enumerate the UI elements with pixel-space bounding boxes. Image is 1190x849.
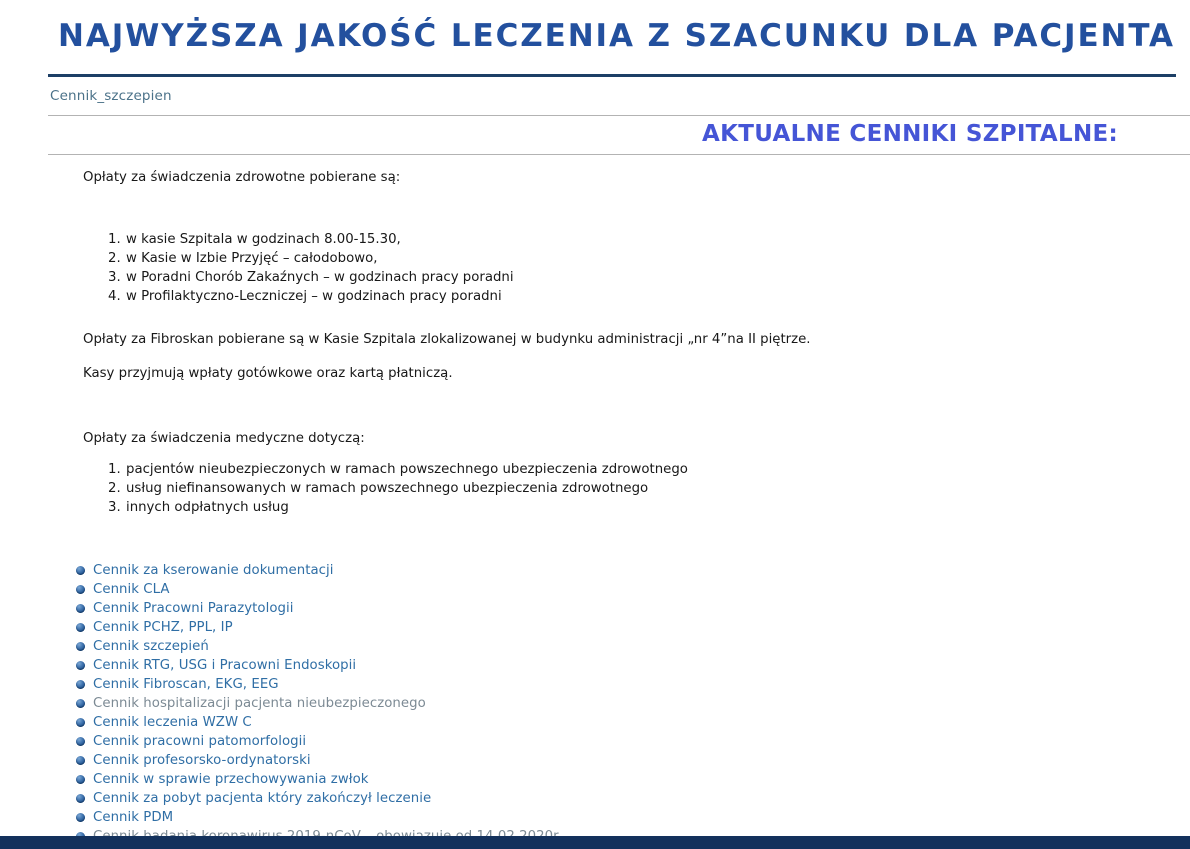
list-item: w Poradni Chorób Zakaźnych – w godzinach pracy poradni: [126, 270, 514, 286]
price-list-link[interactable]: Cennik w sprawie przechowywania zwłok: [93, 772, 369, 788]
price-list-link[interactable]: Cennik PDM: [93, 810, 174, 826]
blue-sphere-bullet-icon: [76, 642, 85, 651]
price-list-link[interactable]: Cennik za kserowanie dokumentacji: [93, 563, 334, 579]
medical-points-list: [0, 460, 1190, 517]
price-list-link[interactable]: Cennik za pobyt pacjenta który zakończył leczenie: [93, 791, 432, 807]
list-item[interactable]: [0, 580, 1190, 599]
fibroskan-paragraph: Opłaty za Fibroskan pobierane są w Kasie Szpitala zlokalizowanej w budynku administracji „nr 4”na II piętrze.: [83, 332, 811, 348]
price-list-link[interactable]: Cennik profesorsko-ordynatorski: [93, 753, 311, 769]
cash-desk-paragraph: Kasy przyjmują wpłaty gotówkowe oraz kartą płatniczą.: [83, 365, 453, 381]
payment-points-list: [0, 230, 1190, 306]
list-item[interactable]: [0, 713, 1190, 732]
list-item[interactable]: [0, 789, 1190, 808]
list-item[interactable]: [0, 770, 1190, 789]
blue-sphere-bullet-icon: [76, 699, 85, 708]
breadcrumb[interactable]: Cennik_szczepien: [50, 88, 172, 104]
list-item[interactable]: [0, 675, 1190, 694]
footer-bar: [0, 836, 1190, 849]
section-heading: AKTUALNE CENNIKI SZPITALNE:: [701, 121, 1118, 147]
price-list-link[interactable]: Cennik Pracowni Parazytologii: [93, 601, 294, 617]
blue-sphere-bullet-icon: [76, 794, 85, 803]
price-list-link[interactable]: Cennik CLA: [93, 582, 170, 598]
page-title: NAJWYŻSZA JAKOŚĆ LECZENIA Z SZACUNKU DLA PACJENTA: [58, 17, 1175, 54]
price-list-link[interactable]: Cennik hospitalizacji pacjenta nieubezpieczonego: [93, 696, 426, 712]
blue-sphere-bullet-icon: [76, 604, 85, 613]
blue-sphere-bullet-icon: [76, 718, 85, 727]
list-item[interactable]: [0, 599, 1190, 618]
list-item[interactable]: [0, 694, 1190, 713]
main-content: [0, 162, 1190, 846]
list-item[interactable]: [0, 561, 1190, 580]
list-item: pacjentów nieubezpieczonych w ramach powszechnego ubezpieczenia zdrowotnego: [126, 462, 688, 478]
blue-sphere-bullet-icon: [76, 756, 85, 765]
blue-sphere-bullet-icon: [76, 813, 85, 822]
blue-sphere-bullet-icon: [76, 623, 85, 632]
blue-sphere-bullet-icon: [76, 661, 85, 670]
list-item: innych odpłatnych usług: [126, 500, 289, 516]
price-list-link[interactable]: Cennik RTG, USG i Pracowni Endoskopii: [93, 658, 357, 674]
list-item: w kasie Szpitala w godzinach 8.00-15.30,: [126, 232, 401, 248]
list-item[interactable]: [0, 808, 1190, 827]
blue-sphere-bullet-icon: [76, 737, 85, 746]
price-list-link[interactable]: Cennik leczenia WZW C: [93, 715, 252, 731]
page-banner: [0, 0, 1190, 72]
price-list-link[interactable]: Cennik szczepień: [93, 639, 209, 655]
list-item: w Profilaktyczno-Leczniczej – w godzinach pracy poradni: [126, 289, 502, 305]
price-list-link[interactable]: Cennik PCHZ, PPL, IP: [93, 620, 233, 636]
blue-sphere-bullet-icon: [76, 680, 85, 689]
blue-sphere-bullet-icon: [76, 585, 85, 594]
intro-paragraph: Opłaty za świadczenia zdrowotne pobierane są:: [83, 170, 401, 185]
medical-services-intro: Opłaty za świadczenia medyczne dotyczą:: [83, 430, 365, 446]
price-list-link[interactable]: Cennik Fibroscan, EKG, EEG: [93, 677, 279, 693]
list-item[interactable]: [0, 618, 1190, 637]
list-item[interactable]: [0, 732, 1190, 751]
list-item[interactable]: [0, 656, 1190, 675]
blue-sphere-bullet-icon: [76, 775, 85, 784]
banner-divider: [48, 74, 1176, 77]
list-item[interactable]: [0, 637, 1190, 656]
price-list-link[interactable]: Cennik pracowni patomorfologii: [93, 734, 307, 750]
list-item: w Kasie w Izbie Przyjęć – całodobowo,: [126, 251, 378, 267]
list-item: usług niefinansowanych w ramach powszechnego ubezpieczenia zdrowotnego: [126, 481, 649, 497]
section-heading-divider: [48, 154, 1190, 155]
price-list-links: [0, 561, 1190, 846]
blue-sphere-bullet-icon: [76, 566, 85, 575]
list-item[interactable]: [0, 751, 1190, 770]
breadcrumb-divider: [48, 115, 1190, 116]
